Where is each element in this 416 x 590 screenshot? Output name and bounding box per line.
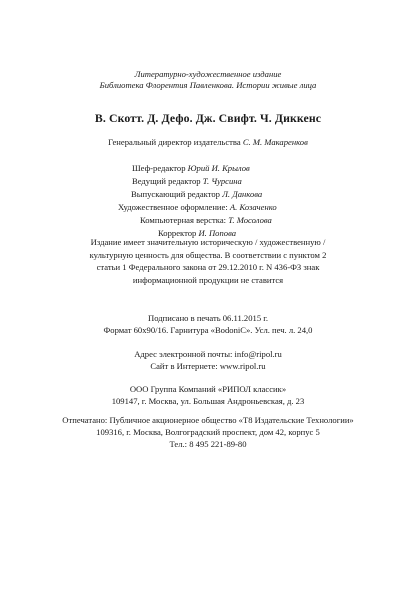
publisher-name: ООО Группа Компаний «РИПОЛ классик» xyxy=(129,384,287,394)
credit-layout xyxy=(0,214,416,227)
credit-role: Выпускающий редактор xyxy=(131,189,220,200)
website-line: Сайт в Интернете: www.ripol.ru xyxy=(150,360,266,371)
email-line: Адрес электронной почты: info@ripol.ru xyxy=(134,349,282,359)
publisher-details xyxy=(0,384,416,408)
notice-line: Издание имеет значительную историческую / художественную / xyxy=(90,237,326,247)
series-block xyxy=(0,69,416,92)
credit-release-editor xyxy=(0,188,416,201)
printer-name: Отпечатано: Публичное акционерное общество «Т8 Издательские Технологии» xyxy=(62,415,354,425)
notice-line: информационной продукции не ставится xyxy=(132,274,284,285)
printer-details xyxy=(0,415,416,450)
director-role: Генеральный директор издательства xyxy=(108,137,241,147)
credit-name: Т. Мосолова xyxy=(228,215,272,226)
print-details xyxy=(0,313,416,337)
credit-name: Юрий И. Крылов xyxy=(187,163,250,173)
publisher-address: 109147, г. Москва, ул. Большая Андроньевская, д. 23 xyxy=(111,395,305,406)
credit-chief-editor xyxy=(0,162,416,175)
director-name: С. М. Макаренков xyxy=(242,137,308,147)
notice-line: статьи 1 Федерального закона от 29.12.2010 г. N 436-ФЗ знак xyxy=(96,262,320,273)
credit-role: Компьютерная верстка: xyxy=(140,215,227,226)
credit-role: Корректор xyxy=(158,228,197,239)
director-line xyxy=(0,137,416,148)
format-typeface: Формат 60х90/16. Гарнитура «BodoniC». Усл. печ. л. 24,0 xyxy=(103,324,313,335)
signed-to-print: Подписано в печать 06.11.2015 г. xyxy=(148,313,268,323)
contact-details xyxy=(0,349,416,373)
book-authors-title: В. Скотт. Д. Дефо. Дж. Свифт. Ч. Диккенс xyxy=(94,111,322,125)
edition-type: Литературно-художественное издание xyxy=(134,69,282,79)
credit-role: Художественное оформление: xyxy=(118,202,228,213)
notice-line: культурную ценность для общества. В соответствии с пунктом 2 xyxy=(89,249,327,260)
legal-notice xyxy=(0,236,416,286)
staff-credits xyxy=(0,162,416,241)
credit-lead-editor xyxy=(0,175,416,188)
series-name: Библиотека Флорентия Павленкова. Истории живые лица xyxy=(99,80,317,91)
credit-name: И. Попова xyxy=(198,228,237,239)
credit-role: Шеф-редактор xyxy=(132,163,186,173)
printer-address: 109316, г. Москва, Волгоградский проспект, дом 42, корпус 5 xyxy=(96,426,320,437)
credit-name: А. Козаченко xyxy=(229,202,277,213)
credit-art-design xyxy=(0,201,416,214)
printer-phone: Тел.: 8 495 221-89-80 xyxy=(169,438,247,449)
credit-role: Ведущий редактор xyxy=(132,176,201,187)
credit-name: Л. Данкова xyxy=(222,189,263,200)
credit-name: Т. Чурсина xyxy=(202,176,242,187)
